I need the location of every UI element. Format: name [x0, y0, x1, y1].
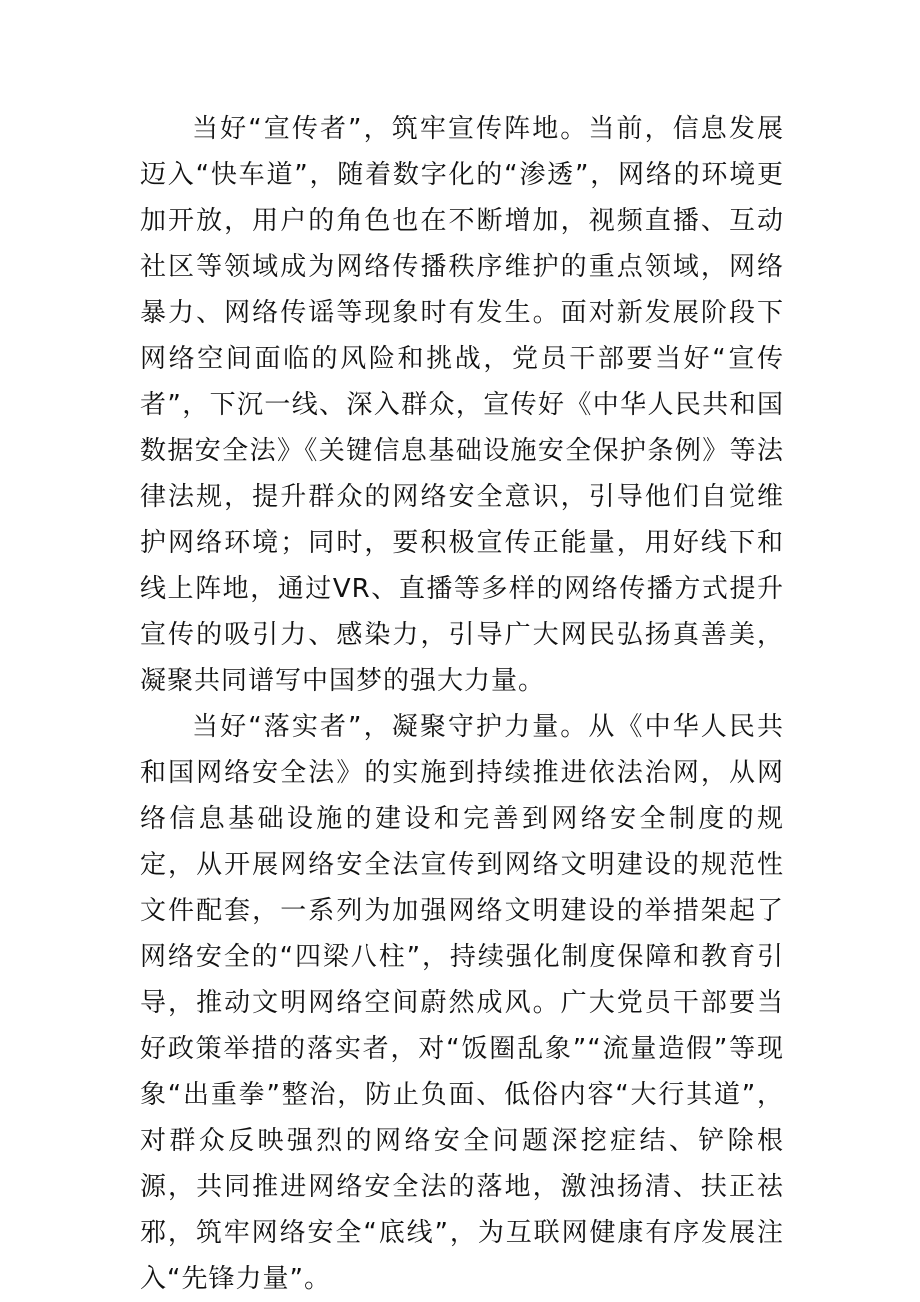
paragraph-propagandist: 当好“宣传者”，筑牢宣传阵地。当前，信息发展迈入“快车道”，随着数字化的“渗透”，网络的环境更加开放，用户的角色也在不断增加，视频直播、互动社区等领域成为网络传播秩序维护的重点领域，网络暴力、网络传谣等现象时有发生。面对新发展阶段下网络空间面临的风险和挑战，党员干部要当好“宣传者”，下沉一线、深入群众，宣传好《中华人民共和国数据安全法》《关键信息基础设施安全保护条例》等法律法规，提升群众的网络安全意识，引导他们自觉维护网络环境；同时，要积极宣传正能量，用好线下和线上阵地，通过VR、直播等多样的网络传播方式提升宣传的吸引力、感染力，引导广大网民弘扬真善美，凝聚共同谱写中国梦的强大力量。	[140, 114, 784, 696]
paragraph-implementer: 当好“落实者”，凝聚守护力量。从《中华人民共和国网络安全法》的实施到持续推进依法治网，从网络信息基础设施的建设和完善到网络安全制度的规定，从开展网络安全法宣传到网络文明建设的规范性文件配套，一系列为加强网络文明建设的举措架起了网络安全的“四梁八柱”，持续强化制度保障和教育引导，推动文明网络空间蔚然成风。广大党员干部要当好政策举措的落实者，对“饭圈乱象”“流量造假”等现象“出重拳”整治，防止负面、低俗内容“大行其道”，对群众反映强烈的网络安全问题深挖症结、铲除根源，共同推进网络安全法的落地，激浊扬清、扶正祛邪，筑牢网络安全“底线”，为互联网健康有序发展注入“先锋力量”。	[140, 712, 784, 1294]
document-body	[140, 106, 784, 1302]
